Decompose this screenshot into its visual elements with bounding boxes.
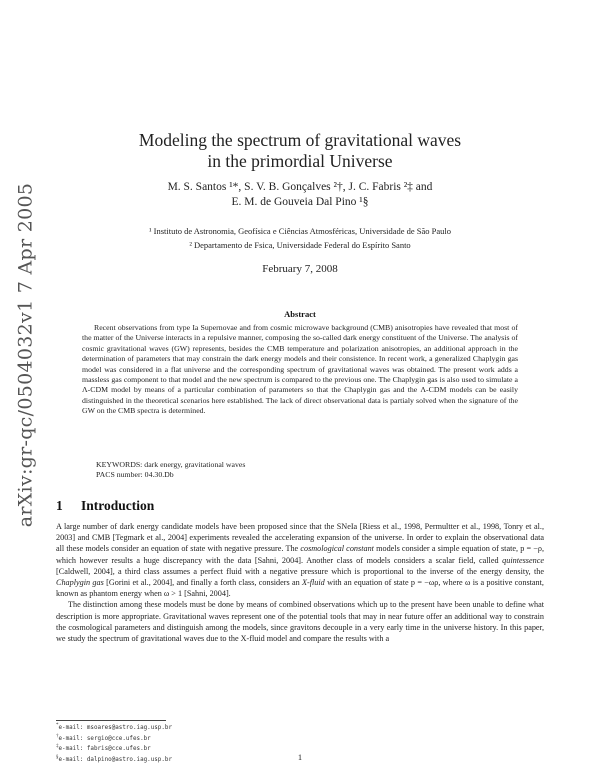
term-chaplygin-gas: Chaplygin gas <box>56 578 104 588</box>
paragraph-1-part-a: A large number of dark energy candidate models have been proposed since that the SNeIa [Riess et al., 1998, Permultter et al., 1998, Tonry et al., 2003] and CMB [Tegmark et al., 2004] experiments revealed the accelerating expansion of the universe. In order to explain the observational data all these models consider an equation of state with negative pressure. The <box>56 522 544 554</box>
section-heading <box>56 498 154 514</box>
author-list <box>60 180 540 210</box>
paragraph-1-part-b: models consider a simple equation of state, p = −ρ, which however results a huge discrepancy with the data [Sahni, 2004]. Another class of models considers a scalar field, called <box>56 544 544 565</box>
authors-line-2: E. M. de Gouveia Dal Pino ¹§ <box>231 196 369 208</box>
paragraph-1-part-c: [Caldwell, 2004], a third class assumes a perfect fluid with a negative pressure which is proportional to the inverse of the energy density, the <box>56 566 544 576</box>
footnote-mark: * <box>56 723 59 728</box>
introduction-body <box>56 521 544 644</box>
paragraph-1-part-d: [Gorini et al., 2004], and finally a forth class, considers an <box>103 578 303 588</box>
footnote-rule <box>56 720 166 721</box>
footnote-email: e-mail: msoares@astro.iag.usp.br <box>58 724 172 731</box>
paper-date: February 7, 2008 <box>262 263 338 275</box>
footnote-mark: § <box>56 754 59 760</box>
term-cosmological-constant: cosmological constant <box>300 544 374 554</box>
footnote-email: e-mail: dalpino@astro.iag.usp.br <box>58 756 172 763</box>
footnote-item <box>56 733 172 744</box>
keywords-line: KEYWORDS: dark energy, gravitational waves <box>96 460 246 469</box>
page-number: 1 <box>297 752 303 762</box>
paragraph-2: The distinction among these models must be done by means of combined observations which up to the present have been unable to define what description is more appropriate. Gravitational waves represent one of the potential tools that may in near future offer an additional way to constrain the cosmological parameters and distinguish among the models, since gravitons decouple in a very early time in the universe history. In this paper, we study the spectrum of gravitational waves due to the X-fluid model and compare the results with a <box>56 600 544 644</box>
pacs-line: PACS number: 04.30.Db <box>96 470 174 480</box>
section-number: 1 <box>56 498 63 513</box>
authors-line-1: M. S. Santos ¹*, S. V. B. Gonçalves ²†, J. C. Fabris ²‡ and <box>167 181 433 193</box>
paragraph-1 <box>56 521 544 599</box>
arxiv-identifier: arXiv:gr-qc/0504032v1 7 Apr 2005 <box>14 182 36 528</box>
affiliation-2: ² Departamento de Fsica, Universidade Federal do Espírito Santo <box>189 240 411 250</box>
footnote-email: e-mail: sergio@cce.ufes.br <box>58 735 151 742</box>
footnote-email: e-mail: fabris@cce.ufes.br <box>58 746 151 753</box>
term-x-fluid: X-fluid <box>302 578 325 588</box>
paper-title <box>60 130 540 172</box>
section-title: Introduction <box>81 498 155 513</box>
term-quintessence: quintessence <box>502 555 544 565</box>
title-line-2: in the primordial Universe <box>207 151 393 171</box>
affiliations <box>60 224 540 252</box>
footnote-mark: † <box>56 733 59 739</box>
arxiv-identifier-stamp <box>8 182 42 528</box>
paragraph-1-part-e: with an equation of state p = −ωρ, where ω is a positive constant, known as phantom energy when ω > 1 [Sahni, 2004]. <box>56 578 544 599</box>
keywords-block <box>96 460 245 481</box>
title-line-1: Modeling the spectrum of gravitational waves <box>138 130 462 150</box>
footnote-mark: ‡ <box>56 744 59 750</box>
abstract-heading: Abstract <box>284 309 316 319</box>
abstract-text: Recent observations from type Ia Supernovae and from cosmic microwave background (CMB) anisotropies have revealed that most of the matter of the Universe interacts in a repulsive manner, composing the so-called dark energy constituent of the Universe. The analysis of cosmic gravitational waves (GW) represents, besides the CMB temperature and polarization anisotropies, an additional approach in the determination of parameters that may constrain the dark energy models and their consistence. In recent work, a generalized Chaplygin gas model was considered in a flat universe and the corresponding spectrum of gravitational waves was obtained. The present work adds a massless gas component to that model and the new spectrum is compared to the previous one. The Chaplygin gas is also used to simulate a Λ-CDM model by means of a particular combination of parameters so that the Chaplygin gas and the Λ-CDM models can be easily distinguished in the theoretical scenarios here established. The lack of direct observational data is partialy solved when the signature of the GW on the CMB spectra is determined. <box>82 323 518 416</box>
footnote-item <box>56 722 172 733</box>
affiliation-1: ¹ Instituto de Astronomia, Geofísica e Ciências Atmosféricas, Universidade de São Paulo <box>148 226 452 236</box>
